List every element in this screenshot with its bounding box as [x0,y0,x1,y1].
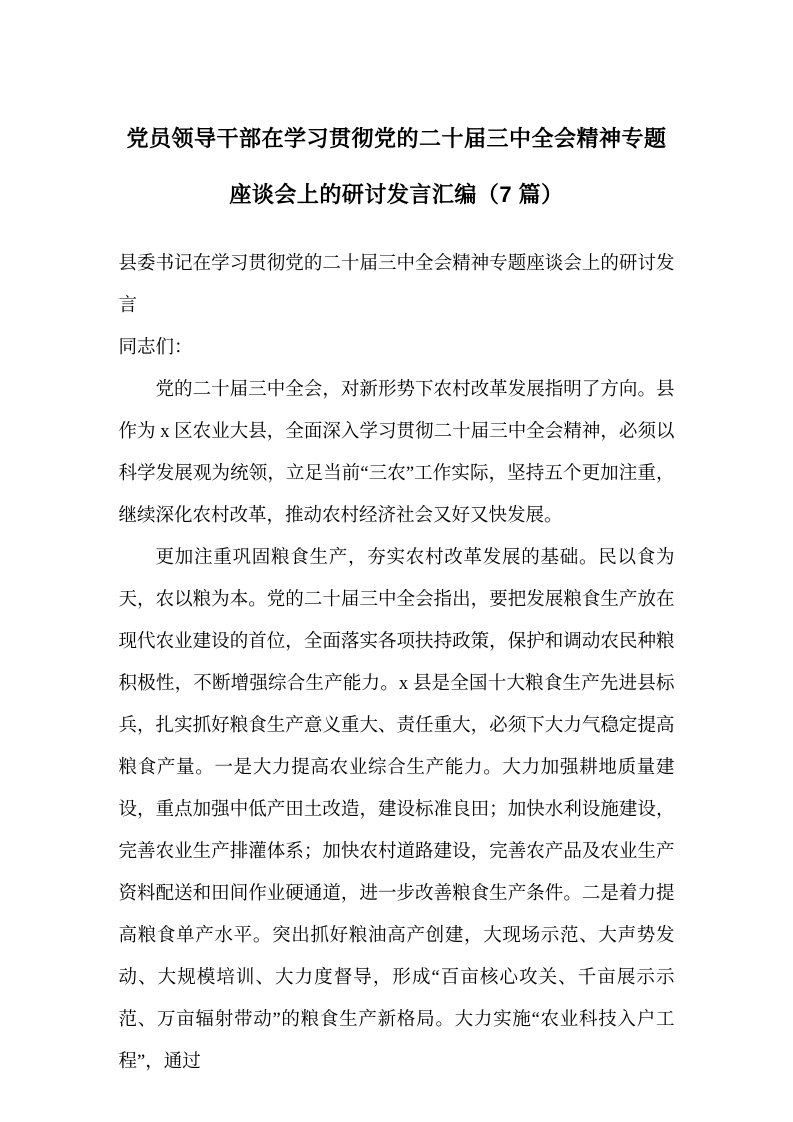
document-title: 党员领导干部在学习贯彻党的二十届三中全会精神专题座谈会上的研讨发言汇编（7 篇） [126,126,667,207]
paragraph-speech-heading: 县委书记在学习贯彻党的二十届三中全会精神专题座谈会上的研讨发言 [118,254,675,316]
paragraph-salutation: 同志们： [118,338,193,358]
paragraph-body-2: 更加注重巩固粮食生产，夯实农村改革发展的基础。民以食为天，农以粮为本。党的二十届三中全会指出，要把发展粮食生产放在现代农业建设的首位，全面落实各项扶持政策，保护和调动农民种粮积极性，不断增强综合生产能力。x 县是全国十大粮食生产先进县标兵，扎实抓好粮食生产意义重大、责任重大，必须下大力气稳定提高粮食产量。一是大力提高农业综合生产能力。大力加强耕地质量建设，重点加强中低产田土改造，建设标准良田；加快水利设施建设，完善农业生产排灌体系；加快农村道路建设，完善农产品及农业生产资料配送和田间作业硬通道，进一步改善粮食生产条件。二是着力提高粮食单产水平。突出抓好粮油高产创建，大现场示范、大声势发动、大规模培训、大力度督导，形成“百亩核心攻关、千亩展示示范、万亩辐射带动”的粮食生产新格局。大力实施“农业科技入户工程”，通过 [118,548,675,1072]
paragraph-body-1: 党的二十届三中全会，对新形势下农村改革发展指明了方向。县作为 x 区农业大县，全面深入学习贯彻二十届三中全会精神，必须以科学发展观为统领，立足当前“三农”工作实际，坚持五个更加注重，继续深化农村改革，推动农村经济社会又好又快发展。 [118,380,675,526]
document-content [119,0,675,1083]
